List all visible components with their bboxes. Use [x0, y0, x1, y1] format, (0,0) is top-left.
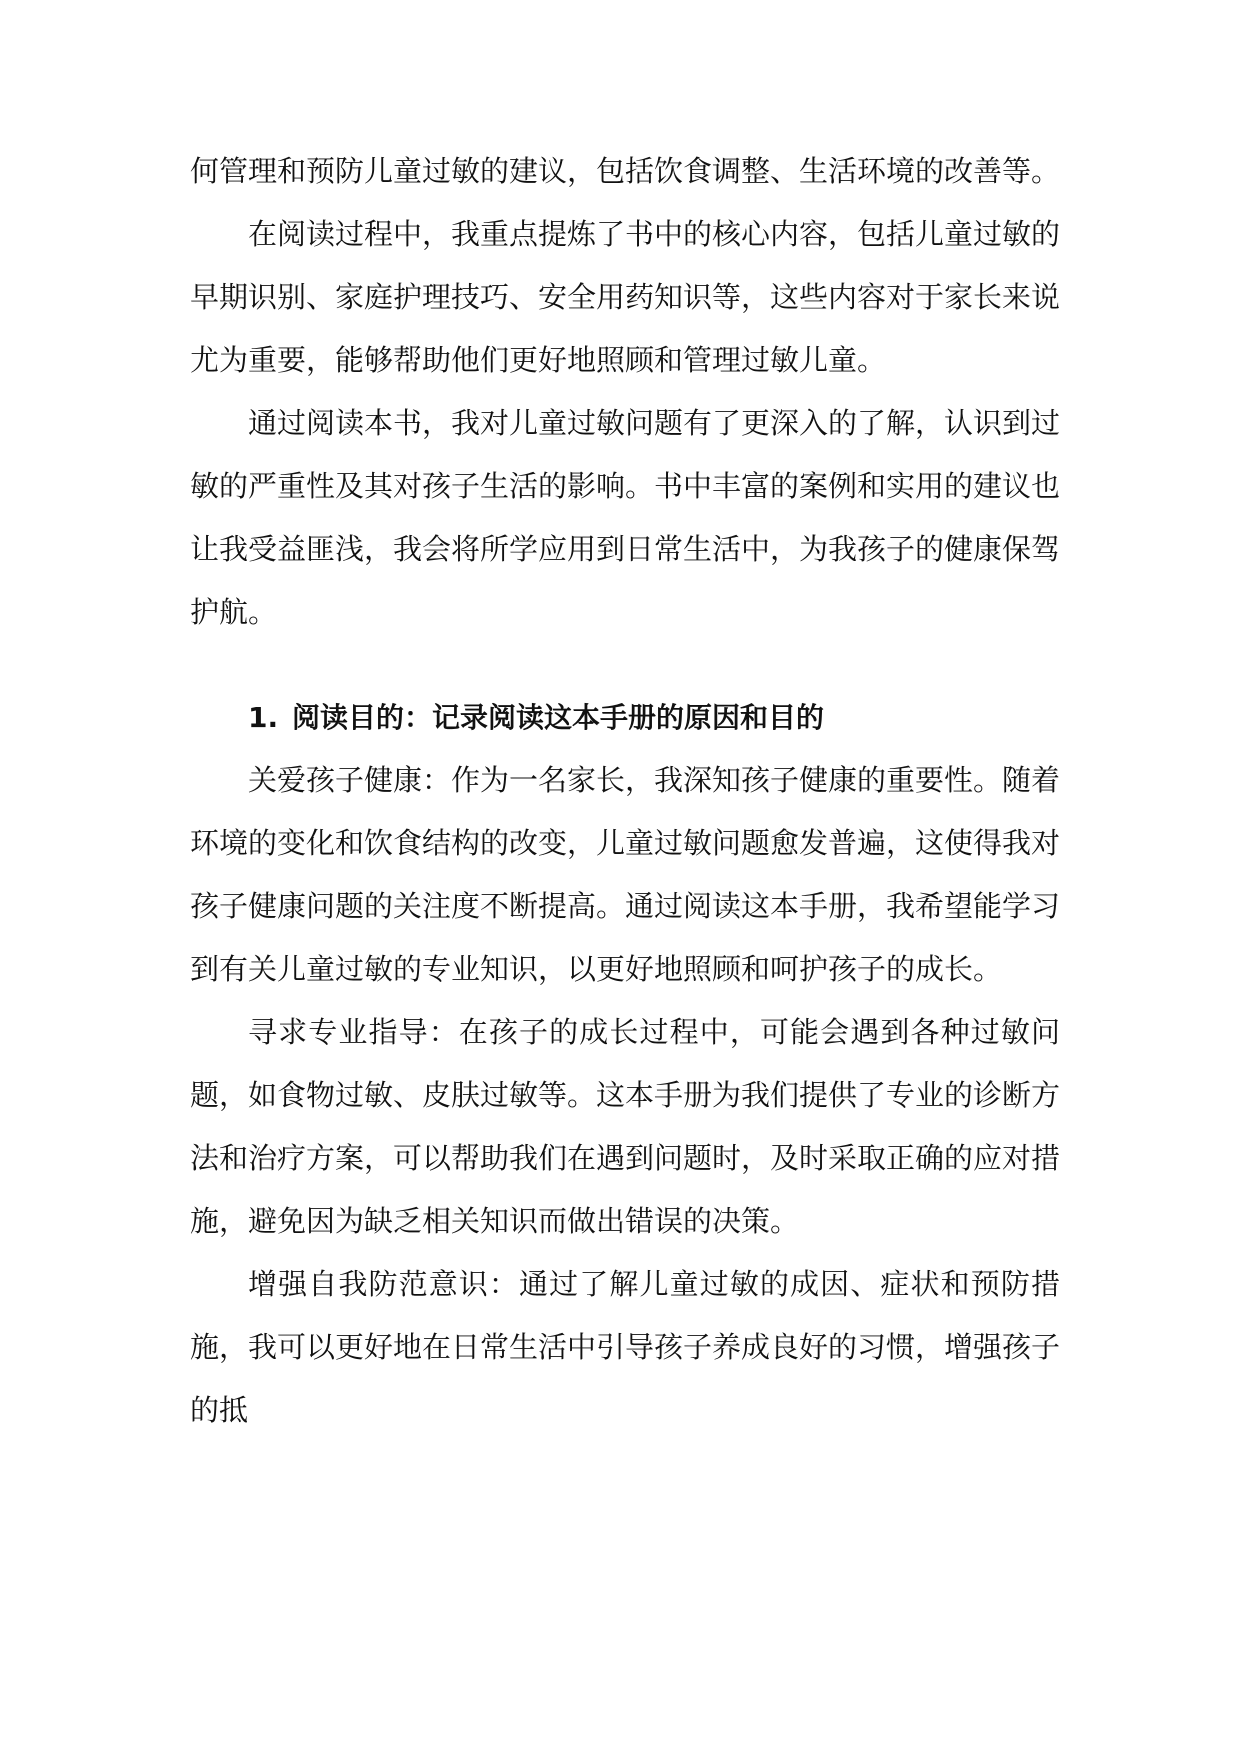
section-heading-number: 1.: [248, 701, 279, 734]
section-heading-text: 阅读目的：记录阅读这本手册的原因和目的: [292, 701, 825, 734]
paragraph-seek-guidance: 寻求专业指导：在孩子的成长过程中，可能会遇到各种过敏问题，如食物过敏、皮肤过敏等。这本手册为我们提供了专业的诊断方法和治疗方案，可以帮助我们在遇到问题时，及时采取正确的应对措施，避免因为缺乏相关知识而做出错误的决策。: [190, 1015, 1061, 1238]
paragraph-reading-gains: 通过阅读本书，我对儿童过敏问题有了更深入的了解，认识到过敏的严重性及其对孩子生活的影响。书中丰富的案例和实用的建议也让我受益匪浅，我会将所学应用到日常生活中，为我孩子的健康保驾护航。: [190, 406, 1061, 629]
document-body: [190, 140, 1060, 1442]
paragraph-care-for-health: 关爱孩子健康：作为一名家长，我深知孩子健康的重要性。随着环境的变化和饮食结构的改变，儿童过敏问题愈发普遍，这使得我对孩子健康问题的关注度不断提高。通过阅读这本手册，我希望能学习到有关儿童过敏的专业知识，以更好地照顾和呵护孩子的成长。: [190, 763, 1061, 986]
paragraph-reading-process: 在阅读过程中，我重点提炼了书中的核心内容，包括儿童过敏的早期识别、家庭护理技巧、安全用药知识等，这些内容对于家长来说尤为重要，能够帮助他们更好地照顾和管理过敏儿童。: [190, 217, 1061, 377]
paragraph-self-protection: 增强自我防范意识：通过了解儿童过敏的成因、症状和预防措施，我可以更好地在日常生活中引导孩子养成良好的习惯，增强孩子的抵: [190, 1267, 1061, 1427]
section-heading: [190, 686, 1060, 749]
paragraph-continuation: 何管理和预防儿童过敏的建议，包括饮食调整、生活环境的改善等。: [190, 154, 1061, 188]
